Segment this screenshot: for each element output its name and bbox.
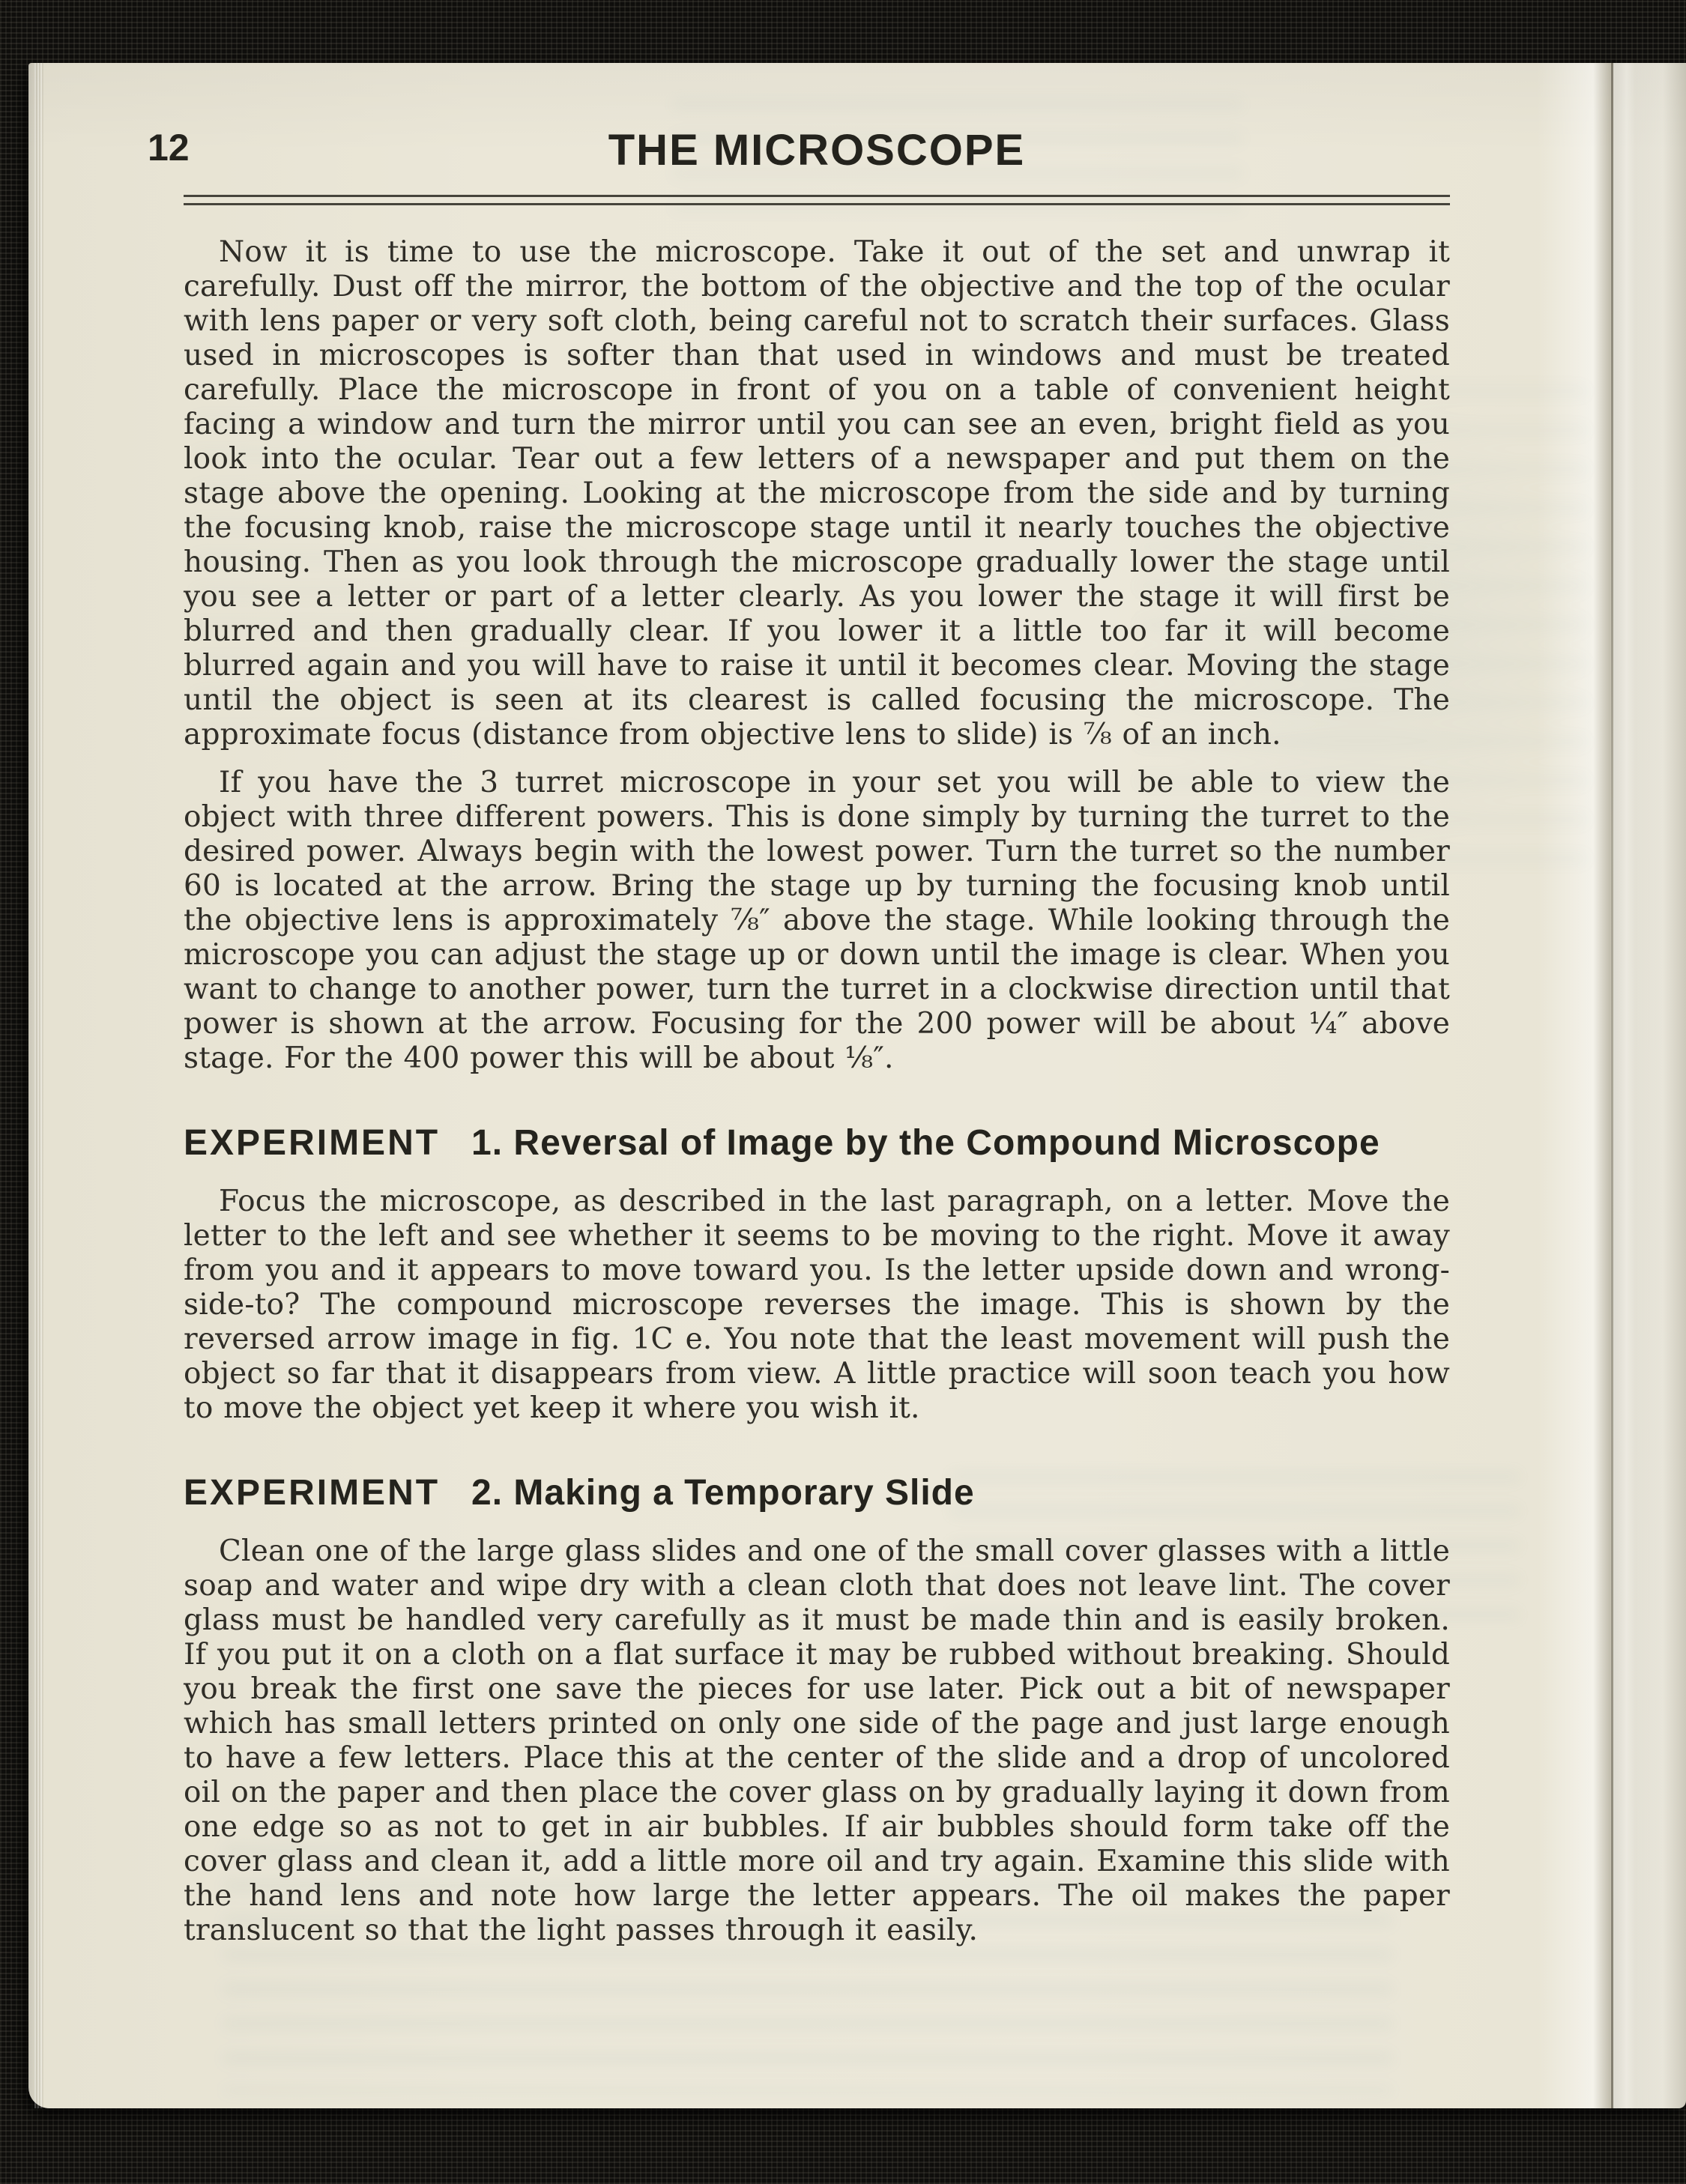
experiment-2-title: 2. Making a Temporary Slide [471,1473,975,1513]
experiment-2-paragraph: Clean one of the large glass slides and one of the small cover glasses with a little soap and water and wipe dry with a clean cloth that does not leave lint. The cover glass must be handled very carefully as it must be made thin and is easily broken. If you put it on a cloth on a flat surface it may be rubbed without breaking. Should you break the first one save the pieces for use later. Pick out a bit of newspaper which has small letters printed on only one side of the page and just large enough to have a few letters. Place this at the center of the slide and a drop of uncolored oil on the paper and then place the cover glass on by gradually laying it down from one edge so as not to get in air bubbles. If air bubbles should form take off the cover glass and clean it, add a little more oil and try again. Examine this slide with the hand lens and note how large the letter appears. The oil makes the paper translucent so that the light passes through it easily. [184,1534,1450,1948]
experiment-2-label: EXPERIMENT [184,1473,441,1513]
page-number: 12 [148,127,190,169]
experiment-1-label: EXPERIMENT [184,1123,441,1163]
page-content [148,63,1450,1961]
double-rule [184,195,1450,205]
running-title: THE MICROSCOPE [608,126,1026,175]
experiment-1-paragraph: Focus the microscope, as described in the last paragraph, on a letter. Move the letter to the left and see whether it seems to be moving to the right. Move it away from you and it appears to move toward you. Is the letter upside down and wrong-side-to? The compound microscope reverses the image. This is shown by the reversed arrow image in fig. 1C e. You note that the least movement will push the object so far that it disappears from view. A little practice will soon teach you how to move the object yet keep it where you wish it. [184,1185,1450,1426]
experiment-1-heading [184,1122,1450,1164]
page-stack-edges [34,63,43,2108]
book-page [28,63,1686,2108]
page-header [148,126,1450,175]
intro-paragraph-1: Now it is time to use the microscope. Take it out of the set and unwrap it carefully. Dust off the mirror, the bottom of the objective and the top of the ocular with lens paper or very soft cloth, being careful not to scratch their surfaces. Glass used in microscopes is softer than that used in windows and must be treated carefully. Place the microscope in front of you on a table of convenient height facing a window and turn the mirror until you can see an even, bright field as you look into the ocular. Tear out a few letters of a newspaper and put them on the stage above the opening. Looking at the microscope from the side and by turning the focusing knob, raise the microscope stage until it nearly touches the objective housing. Then as you look through the microscope gradually lower the stage until you see a letter or part of a letter clearly. As you lower the stage it will first be blurred and then gradually clear. If you lower it a little too far it will become blurred again and you will have to raise it until it becomes clear. Moving the stage until the object is seen at its clearest is called focusing the microscope. The approximate focus (distance from objective lens to slide) is ⅞ of an inch. [184,235,1450,751]
experiment-2-heading [184,1472,1450,1513]
experiment-1-title: 1. Reversal of Image by the Compound Microscope [471,1123,1380,1163]
intro-paragraph-2: If you have the 3 turret microscope in your set you will be able to view the object with three different powers. This is done simply by turning the turret to the desired power. Always begin with the lowest power. Turn the turret so the number 60 is located at the arrow. Bring the stage up by turning the focusing knob until the objective lens is approximately ⅞″ above the stage. While looking through the microscope you can adjust the stage up or down until the image is clear. When you want to change to another power, turn the turret in a clockwise direction until that power is shown at the arrow. Focusing for the 200 power will be about ¼″ above stage. For the 400 power this will be about ⅛″. [184,766,1450,1075]
adjacent-page-edge [1613,63,1686,2108]
